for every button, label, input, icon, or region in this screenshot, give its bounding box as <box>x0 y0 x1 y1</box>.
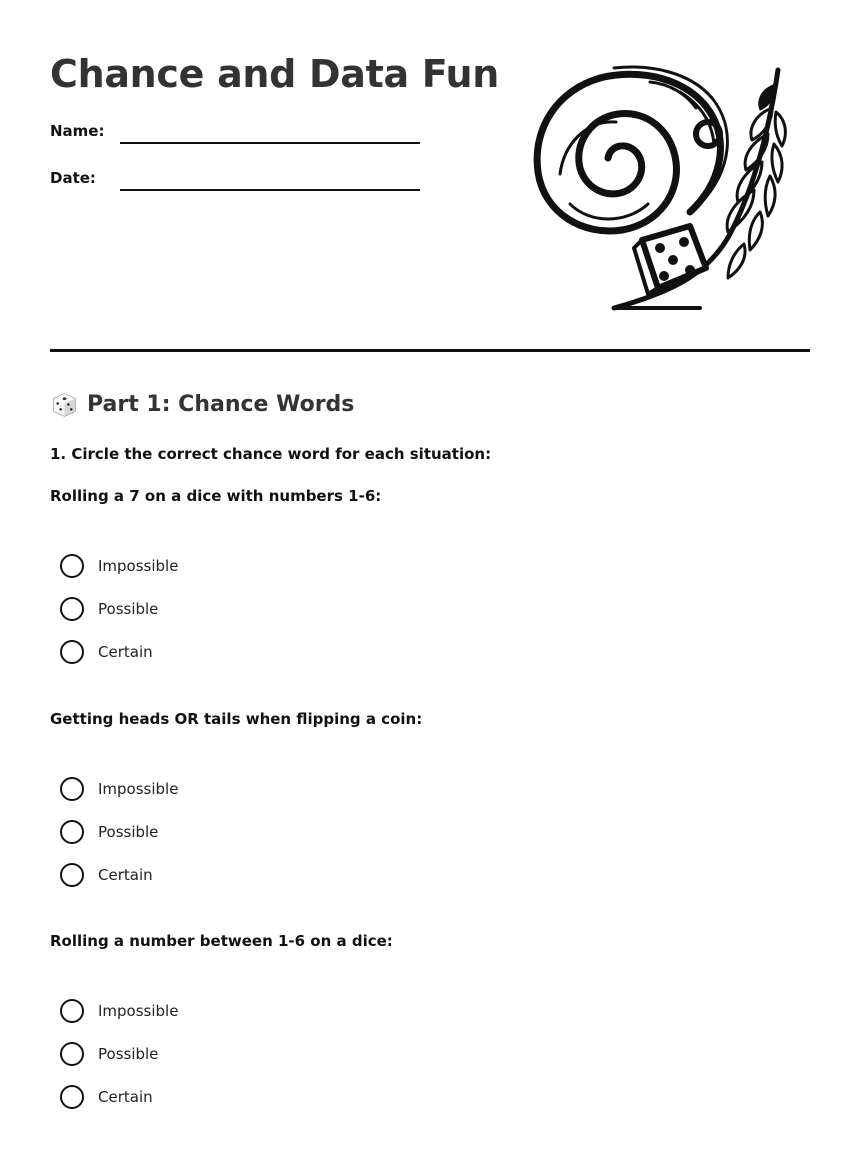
option-label: Impossible <box>98 556 179 575</box>
option-certain[interactable] <box>60 1075 178 1118</box>
radio-circle[interactable] <box>60 554 84 578</box>
question-1 <box>50 487 810 661</box>
name-field <box>50 122 430 152</box>
radio-circle[interactable] <box>60 777 84 801</box>
radio-circle[interactable] <box>60 1042 84 1066</box>
option-impossible[interactable] <box>60 767 178 810</box>
dice-icon <box>50 390 79 419</box>
option-label: Certain <box>98 1087 153 1106</box>
part1-instruction: 1. Circle the correct chance word for each situation: <box>50 445 492 463</box>
option-label: Possible <box>98 599 159 618</box>
worksheet-title: Chance and Data Fun <box>50 52 499 96</box>
question-2 <box>50 710 810 884</box>
option-possible[interactable] <box>60 587 178 630</box>
radio-circle[interactable] <box>60 820 84 844</box>
answer-options <box>60 544 178 673</box>
question-prompt: Rolling a 7 on a dice with numbers 1-6: <box>50 487 382 505</box>
name-label: Name: <box>50 122 105 140</box>
header-divider <box>50 349 810 352</box>
part1-title: Part 1: Chance Words <box>87 391 355 417</box>
option-label: Possible <box>98 822 159 841</box>
date-input-line[interactable] <box>120 189 420 191</box>
option-possible[interactable] <box>60 1032 178 1075</box>
option-label: Certain <box>98 865 153 884</box>
option-label: Certain <box>98 642 153 661</box>
koru-fern-dice-logo-icon <box>530 64 790 316</box>
answer-options <box>60 767 178 896</box>
radio-circle[interactable] <box>60 863 84 887</box>
question-prompt: Getting heads OR tails when flipping a coin: <box>50 710 423 728</box>
option-label: Impossible <box>98 1001 179 1020</box>
option-label: Possible <box>98 1044 159 1063</box>
question-prompt: Rolling a number between 1-6 on a dice: <box>50 932 393 950</box>
option-impossible[interactable] <box>60 989 178 1032</box>
option-possible[interactable] <box>60 810 178 853</box>
part1-heading <box>50 388 354 420</box>
radio-circle[interactable] <box>60 597 84 621</box>
option-label: Impossible <box>98 779 179 798</box>
answer-options <box>60 989 178 1118</box>
date-field <box>50 169 430 199</box>
option-certain[interactable] <box>60 630 178 673</box>
option-certain[interactable] <box>60 853 178 896</box>
date-label: Date: <box>50 169 96 187</box>
option-impossible[interactable] <box>60 544 178 587</box>
name-input-line[interactable] <box>120 142 420 144</box>
radio-circle[interactable] <box>60 640 84 664</box>
question-3 <box>50 932 810 1106</box>
radio-circle[interactable] <box>60 999 84 1023</box>
radio-circle[interactable] <box>60 1085 84 1109</box>
